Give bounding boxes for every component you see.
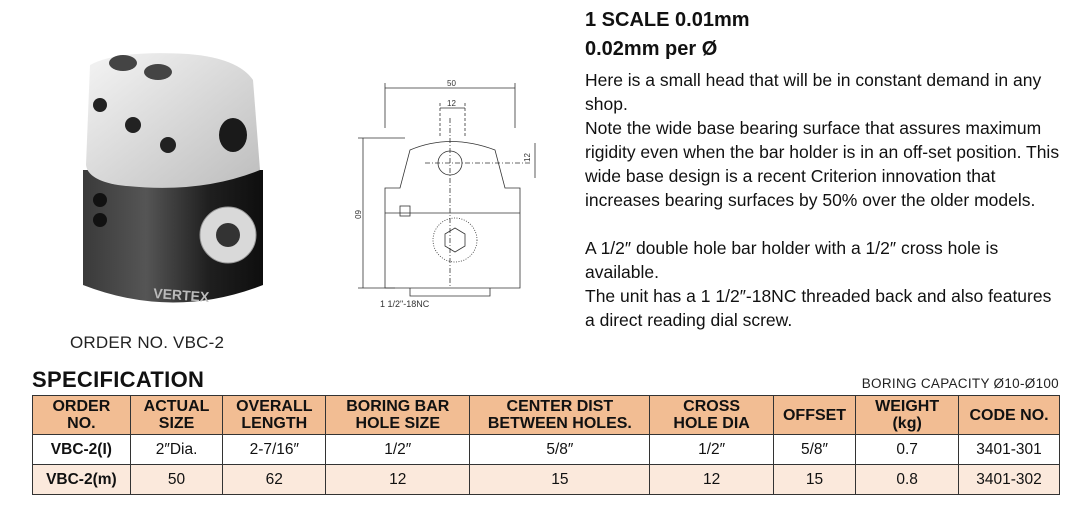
cell-cross-hole-dia: 12 [650,465,773,495]
boring-capacity: BORING CAPACITY Ø10-Ø100 [861,376,1059,391]
col-header-actual-size: ACTUAL SIZE [130,396,223,435]
col-header-center-dist: CENTER DIST BETWEEN HOLES. [470,396,650,435]
table-row [33,435,1060,465]
cell-code-no: 3401-301 [959,435,1060,465]
col-header-weight: WEIGHT (kg) [856,396,959,435]
col-header-boring-bar-hole-size: BORING BAR HOLE SIZE [326,396,470,435]
cell-order-no: VBC-2(m) [33,465,131,495]
cell-code-no: 3401-302 [959,465,1060,495]
cell-offset: 5/8″ [773,435,855,465]
description-para-3: A 1/2″ double hole bar holder with a 1/2″ cross hole is available. [585,238,999,282]
cell-offset: 15 [773,465,855,495]
col-header-offset: OFFSET [773,396,855,435]
cell-weight: 0.7 [856,435,959,465]
dim-offset-label: 12 [523,153,532,162]
col-header-code-no: CODE NO. [959,396,1060,435]
product-photo [78,50,268,320]
cell-actual-size: 50 [130,465,223,495]
cell-center-dist: 5/8″ [470,435,650,465]
brand-text: VERTEX [152,285,210,305]
cell-overall-length: 62 [223,465,326,495]
cell-actual-size: 2″Dia. [130,435,223,465]
col-header-cross-hole-dia: CROSS HOLE DIA [650,396,773,435]
spec-table [32,395,1060,495]
col-header-order-no: ORDER NO. [33,396,131,435]
scale-heading-line2: 0.02mm per Ø [585,38,718,60]
cell-weight: 0.8 [856,465,959,495]
dim-bore-label: 12 [447,99,456,108]
cell-boring-bar-hole-size: 12 [326,465,470,495]
cell-overall-length: 2-7/16″ [223,435,326,465]
description-para-4: The unit has a 1 1/2″-18NC threaded back and also features a direct reading dial screw. [585,286,1052,330]
spec-title: SPECIFICATION [32,367,205,392]
technical-drawing [355,78,530,310]
cell-center-dist: 15 [470,465,650,495]
product-description [585,68,1065,332]
cell-order-no: VBC-2(I) [33,435,131,465]
dim-height-label: 60 [353,210,362,219]
order-caption: ORDER NO. VBC-2 [70,333,225,352]
cell-cross-hole-dia: 1/2″ [650,435,773,465]
description-para-2: Note the wide base bearing surface that assures maximum rigidity even when the bar holder is in an off-set position. This wide base design is a recent Criterion innovation that increases bearing surfaces by 50% over the older models. [585,118,1060,210]
scale-heading [585,6,750,64]
spec-header-row [33,396,1060,435]
dim-width-label: 50 [447,79,456,88]
col-header-overall-length: OVERALL LENGTH [223,396,326,435]
thread-label: 1 1/2"-18NC [380,299,430,309]
description-para-1: Here is a small head that will be in constant demand in any shop. [585,70,1042,114]
table-row [33,465,1060,495]
cell-boring-bar-hole-size: 1/2″ [326,435,470,465]
scale-heading-line1: 1 SCALE 0.01mm [585,9,750,31]
